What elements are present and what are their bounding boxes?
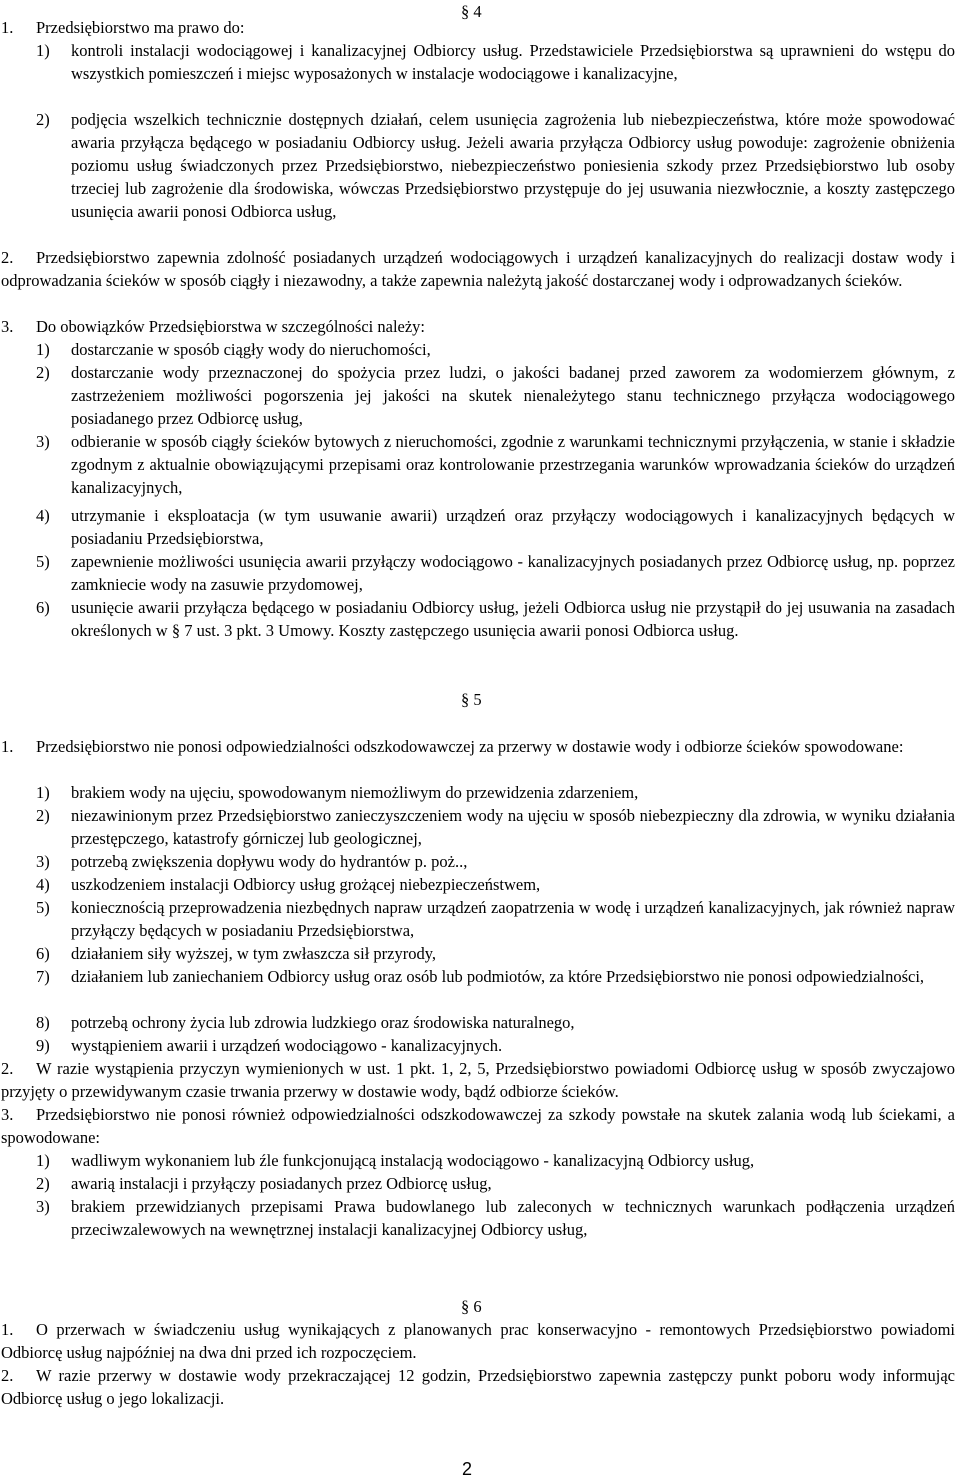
s5-p1-number: 1.	[1, 737, 14, 756]
page-number: 2	[462, 1459, 473, 1479]
item-text: potrzebą ochrony życia lub zdrowia ludzkiego oraz środowiska naturalnego,	[71, 1013, 575, 1032]
item-text: działaniem siły wyższej, w tym zwłaszcza sił przyrody,	[71, 944, 437, 963]
item-number: 6)	[36, 598, 50, 617]
item-number: 4)	[36, 506, 50, 525]
item-text: dostarczanie wody przeznaczonej do spożycia przez ludzi, o jakości badanej przed zaworem za wodomierzem głównym, z zastrzeżeniem możliwości pogorszenia jej jakości na skutek nienależytego stanu technicznego przyłącza wodociągowego posiadanego przez Odbiorcę usług,	[71, 363, 955, 428]
s5-p3-item-2	[36, 1172, 955, 1195]
item-number: 5)	[36, 552, 50, 571]
item-number: 1)	[36, 340, 50, 359]
section-6-heading: § 6	[461, 1297, 482, 1316]
s5-p1-item-5	[36, 896, 955, 942]
s4-p3-intro: Do obowiązków Przedsiębiorstwa w szczególności należy:	[36, 317, 426, 336]
s5-p1-item-7	[36, 965, 955, 988]
item-number: 4)	[36, 875, 50, 894]
item-text: brakiem wody na ujęciu, spowodowanym niemożliwym do przewidzenia zdarzeniem,	[71, 783, 639, 802]
item-text: wadliwym wykonaniem lub źle funkcjonującą instalacją wodociągowo - kanalizacyjną Odbiorcy usług,	[71, 1151, 755, 1170]
item-text: działaniem lub zaniechaniem Odbiorcy usług oraz osób lub podmiotów, za które Przedsiębiorstwo nie ponosi odpowiedzialności,	[71, 967, 925, 986]
s5-p1-item-2	[36, 804, 955, 850]
item-text: uszkodzeniem instalacji Odbiorcy usług grożącej niebezpieczeństwem,	[71, 875, 541, 894]
s6-p1-number: 1.	[1, 1320, 14, 1339]
item-number: 2)	[36, 806, 50, 825]
s4-p3-item-1	[36, 338, 955, 361]
item-text: wystąpieniem awarii i urządzeń wodociągowo - kanalizacyjnych.	[71, 1036, 503, 1055]
s6-p2-text: W razie przerwy w dostawie wody przekraczającej 12 godzin, Przedsiębiorstwo zapewnia zastępczy punkt poboru wody informując Odbiorcę usług o jego lokalizacji.	[1, 1366, 955, 1408]
item-number: 7)	[36, 967, 50, 986]
item-number: 1)	[36, 783, 50, 802]
item-number: 9)	[36, 1036, 50, 1055]
item-number: 8)	[36, 1013, 50, 1032]
item-text: zapewnienie możliwości usunięcia awarii przyłączy wodociągowo - kanalizacyjnych posiadanych przez Odbiorcę usług, np. poprzez zamkniecie wody na zasuwie przydomowej,	[71, 552, 955, 594]
s4-p3-number: 3.	[1, 317, 14, 336]
s6-p2-number: 2.	[1, 1366, 14, 1385]
item-number: 2)	[36, 110, 50, 129]
item-text: awarią instalacji i przyłączy posiadanych przez Odbiorcę usług,	[71, 1174, 492, 1193]
s4-p3-item-4	[36, 504, 955, 550]
item-number: 2)	[36, 1174, 50, 1193]
s4-p3-item-5	[36, 550, 955, 596]
item-number: 5)	[36, 898, 50, 917]
s4-p3-item-6	[36, 596, 955, 642]
item-text: kontroli instalacji wodociągowej i kanalizacyjnej Odbiorcy usług. Przedstawiciele Przedsiębiorstwa są uprawnieni do wstępu do wszystkich pomieszczeń i miejsc wyposażonych w instalacje wodociągowe i kanalizacyjne,	[71, 41, 955, 83]
item-text: odbieranie w sposób ciągły ścieków bytowych z nieruchomości, zgodnie z warunkami technicznymi przyłączenia, w stanie i składzie zgodnym z aktualnie obowiązującymi przepisami oraz kontrolowanie przestrzegania warunków wprowadzania ścieków do urządzeń kanalizacyjnych,	[71, 432, 955, 497]
item-text: podjęcia wszelkich technicznie dostępnych działań, celem usunięcia zagrożenia lub niebezpieczeństwa, które może spowodować awaria przyłącza będącego w posiadaniu Odbiorcy usług. Jeżeli awaria przyłącza Odbiorcy usług powoduje: zagrożenie obniżenia poziomu usług świadczonych przez Przedsiębiorstwo, niebezpieczeństwo poniesienia szkody przez Przedsiębiorstwo lub osoby trzeciej lub zagrożenie dla środowiska, wówczas Przedsiębiorstwo przystępuje do jej usuwania niezwłocznie, a koszty zastępczego usunięcia awarii ponosi Odbiorca usług,	[71, 110, 955, 221]
item-number: 2)	[36, 363, 50, 382]
s5-p2-number: 2.	[1, 1059, 14, 1078]
item-text: utrzymanie i eksploatacja (w tym usuwanie awarii) urządzeń oraz przyłączy wodociągowych i kanalizacyjnych będących w posiadaniu Przedsiębiorstwa,	[71, 506, 955, 548]
item-number: 3)	[36, 1197, 50, 1216]
s4-p1-intro: Przedsiębiorstwo ma prawo do:	[36, 18, 245, 37]
item-number: 3)	[36, 432, 50, 451]
s5-p1-item-8	[36, 1011, 955, 1034]
s5-p3-item-1	[36, 1149, 955, 1172]
s4-p3-item-2	[36, 361, 955, 430]
s5-p1-item-9	[36, 1034, 955, 1057]
item-text: brakiem przewidzianych przepisami Prawa budowlanego lub zaleconych w technicznych warunkach podłączenia urządzeń przeciwzalewowych na wewnętrznej instalacji kanalizacyjnej Odbiorcy usług,	[71, 1197, 955, 1239]
s5-p2-text: W razie wystąpienia przyczyn wymienionych w ust. 1 pkt. 1, 2, 5, Przedsiębiorstwo powiadomi Odbiorcę usług w sposób zwyczajowo przyjęty o przewidywanym czasie trwania przerwy w dostawie wody, bądź odbiorze ścieków.	[1, 1059, 955, 1101]
section-4-heading: § 4	[461, 2, 482, 21]
item-number: 1)	[36, 41, 50, 60]
s5-p1-intro: Przedsiębiorstwo nie ponosi odpowiedzialności odszkodowawczej za przerwy w dostawie wody i odbiorze ścieków spowodowane:	[36, 737, 904, 756]
s5-p3-number: 3.	[1, 1105, 14, 1124]
s4-p1-item-2	[36, 108, 955, 223]
item-text: niezawinionym przez Przedsiębiorstwo zanieczyszczeniem wody na ujęciu w sposób niebezpieczny dla zdrowia, w wyniku działania przestępczego, katastrofy górniczej lub geologicznej,	[71, 806, 955, 848]
item-number: 1)	[36, 1151, 50, 1170]
item-text: dostarczanie w sposób ciągły wody do nieruchomości,	[71, 340, 431, 359]
item-number: 3)	[36, 852, 50, 871]
section-5-heading: § 5	[461, 690, 482, 709]
s6-p1-text: O przerwach w świadczeniu usług wynikających z planowanych prac konserwacyjno - remontowych Przedsiębiorstwo powiadomi Odbiorcę usług najpóźniej na dwa dni przed ich rozpoczęciem.	[1, 1320, 955, 1362]
s5-p1-item-4	[36, 873, 955, 896]
s5-p1-item-6	[36, 942, 955, 965]
s5-p3-intro: Przedsiębiorstwo nie ponosi również odpowiedzialności odszkodowawczej za szkody powstałe na skutek zalania wodą lub ściekami, a spowodowane:	[1, 1105, 955, 1147]
s5-p1-item-1	[36, 781, 955, 804]
s4-p2-number: 2.	[1, 248, 14, 267]
s4-p3-item-3	[36, 430, 955, 499]
s4-p1-number: 1.	[1, 18, 14, 37]
s5-p1-item-3	[36, 850, 955, 873]
item-text: koniecznością przeprowadzenia niezbędnych napraw urządzeń zaopatrzenia w wodę i urządzeń kanalizacyjnych, jak również napraw przyłączy będących w posiadaniu Przedsiębiorstwa,	[71, 898, 955, 940]
item-text: potrzebą zwiększenia dopływu wody do hydrantów p. poż..,	[71, 852, 468, 871]
s5-p3-item-3	[36, 1195, 955, 1241]
s4-p2-text: Przedsiębiorstwo zapewnia zdolność posiadanych urządzeń wodociągowych i urządzeń kanalizacyjnych do realizacji dostaw wody i odprowadzania ścieków w sposób ciągły i niezawodny, a także zapewnia należytą jakość dostarczanej wody i odprowadzanych ścieków.	[1, 248, 955, 290]
item-text: usunięcie awarii przyłącza będącego w posiadaniu Odbiorcy usług, jeżeli Odbiorca usług nie przystąpił do jej usuwania na zasadach określonych w § 7 ust. 3 pkt. 3 Umowy. Koszty zastępczego usunięcia awarii ponosi Odbiorca usług.	[71, 598, 955, 640]
item-number: 6)	[36, 944, 50, 963]
s4-p1-item-1	[36, 39, 955, 85]
